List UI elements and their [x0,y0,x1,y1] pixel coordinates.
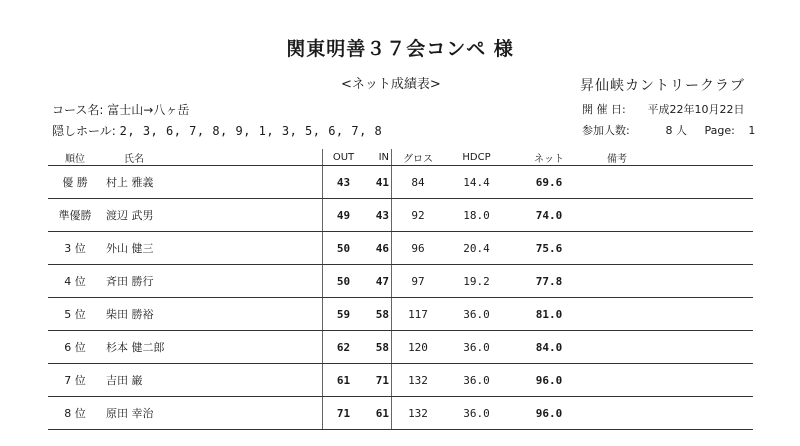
cell-notes [589,331,753,364]
cell-in: 43 [364,199,392,232]
cell-rank: 4 位 [48,265,102,298]
cell-hdcp: 36.0 [444,298,509,331]
cell-in: 58 [364,331,392,364]
cell-out: 61 [323,364,365,397]
cell-out: 50 [323,232,365,265]
golf-club-name: 昇仙峡カントリークラブ [580,78,745,94]
table-row [48,265,753,298]
cell-in: 41 [364,166,392,199]
date-value: 平成22年10月22日 [647,103,745,116]
cell-rank: 3 位 [48,232,102,265]
table-row [48,364,753,397]
table-row [48,331,753,364]
document-title: 関東明善３７会コンペ 様 [286,38,514,60]
cell-gross: 97 [392,265,445,298]
table-row [48,166,753,199]
cell-gross: 132 [392,364,445,397]
cell-name: 渡辺 武男 [102,199,323,232]
cell-out: 50 [323,265,365,298]
cell-name: 外山 健三 [102,232,323,265]
cell-gross: 117 [392,298,445,331]
cell-hdcp: 20.4 [444,232,509,265]
hidden-holes-info [52,122,382,139]
header-net: ネット [509,149,589,166]
date-label: 開 催 日: [582,103,626,116]
cell-out: 62 [323,331,365,364]
table-row [48,232,753,265]
cell-notes [589,364,753,397]
header-name: 氏名 [102,149,323,166]
cell-notes [589,298,753,331]
cell-name: 杉本 健二郎 [102,331,323,364]
cell-net: 96.0 [509,364,589,397]
header-rank: 順位 [48,149,102,166]
cell-rank: 優 勝 [48,166,102,199]
cell-net: 84.0 [509,331,589,364]
cell-out: 43 [323,166,365,199]
cell-net: 81.0 [509,298,589,331]
cell-notes [589,397,753,430]
cell-out: 59 [323,298,365,331]
header-out: OUT [323,149,365,166]
cell-net: 74.0 [509,199,589,232]
cell-notes [589,166,753,199]
cell-notes [589,265,753,298]
cell-hdcp: 19.2 [444,265,509,298]
course-value: 富士山→八ヶ岳 [107,103,190,117]
cell-hdcp: 36.0 [444,364,509,397]
results-table [48,149,753,430]
course-label: コース名: [52,103,104,117]
cell-gross: 120 [392,331,445,364]
course-info [52,101,189,118]
cell-in: 71 [364,364,392,397]
cell-in: 61 [364,397,392,430]
table-row [48,298,753,331]
cell-name: 村上 雅義 [102,166,323,199]
cell-rank: 準優勝 [48,199,102,232]
event-date-info [582,101,745,117]
cell-net: 75.6 [509,232,589,265]
header-hdcp: HDCP [444,149,509,166]
cell-name: 原田 幸治 [102,397,323,430]
header-gross: グロス [392,149,445,166]
cell-in: 46 [364,232,392,265]
cell-rank: 8 位 [48,397,102,430]
cell-hdcp: 18.0 [444,199,509,232]
participants-value: 8 人 [665,124,687,137]
cell-net: 96.0 [509,397,589,430]
cell-out: 71 [323,397,365,430]
cell-in: 58 [364,298,392,331]
cell-in: 47 [364,265,392,298]
cell-notes [589,199,753,232]
cell-gross: 84 [392,166,445,199]
cell-out: 49 [323,199,365,232]
header-notes: 備考 [589,149,753,166]
participants-label: 参加人数: [582,124,630,137]
cell-gross: 92 [392,199,445,232]
cell-hdcp: 36.0 [444,397,509,430]
cell-name: 斉田 勝行 [102,265,323,298]
cell-hdcp: 14.4 [444,166,509,199]
cell-hdcp: 36.0 [444,331,509,364]
participants-info [582,122,755,138]
page-label: Page: [704,124,735,137]
table-row [48,397,753,430]
hidden-holes-value: 2, 3, 6, 7, 8, 9, 1, 3, 5, 6, 7, 8 [119,124,383,138]
cell-gross: 96 [392,232,445,265]
cell-rank: 5 位 [48,298,102,331]
cell-gross: 132 [392,397,445,430]
table-header-row [48,149,753,166]
cell-net: 77.8 [509,265,589,298]
cell-rank: 6 位 [48,331,102,364]
report-subtitle: <ネット成績表> [341,77,441,92]
page-value: 1 [748,124,756,137]
cell-rank: 7 位 [48,364,102,397]
table-row [48,199,753,232]
cell-name: 柴田 勝裕 [102,298,323,331]
hidden-holes-label: 隠しホール: [52,124,116,138]
header-in: IN [364,149,392,166]
cell-name: 吉田 巌 [102,364,323,397]
cell-net: 69.6 [509,166,589,199]
cell-notes [589,232,753,265]
